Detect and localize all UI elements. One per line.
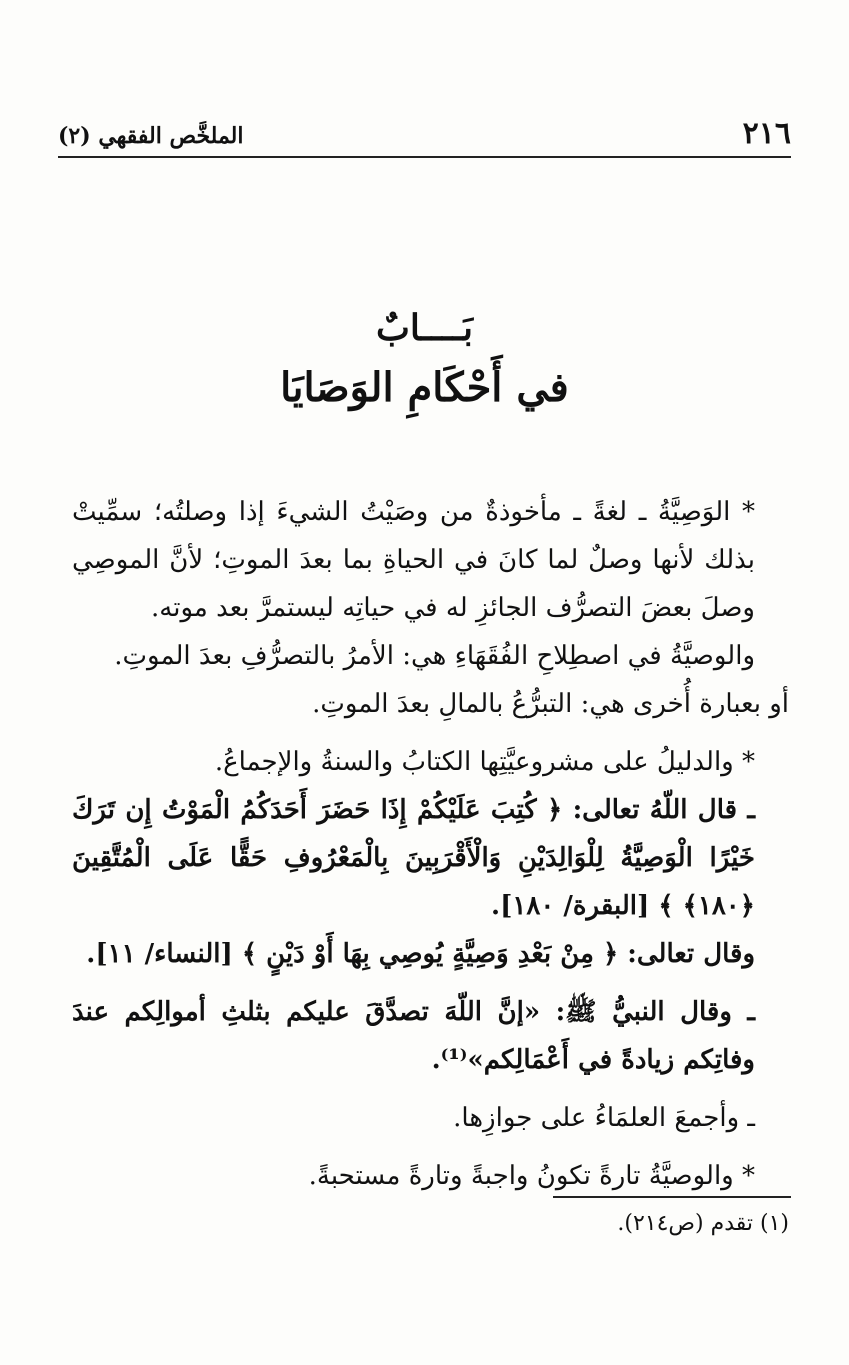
- running-title: الملخَّص الفقهي (٢): [58, 123, 244, 149]
- chapter-heading: [0, 300, 849, 420]
- paragraph-consensus: ـ وأجمعَ العلمَاءُ على جوازِها.: [453, 1103, 755, 1133]
- footnote: (١) تقدم (ص٢١٤).: [617, 1211, 789, 1236]
- paragraph-ruling-types: * والوصيَّةُ تارةً تكونُ واجبةً وتارةً مستحبةً.: [308, 1161, 755, 1191]
- paragraph-definition-language: * الوَصِيَّةُ ـ لغةً ـ مأخوذةٌ من وصَيْتُ الشيءَ إذا وصلتُه؛ سمِّيتْ بذلك لأنها وصلٌ لما كانَ في الحياةِ بما بعدَ الموتِ؛ لأنَّ الموصِي وصلَ بعضَ التصرُّف الجائزِ له في حياتِه ليستمرَّ بعد موته.: [72, 497, 755, 623]
- paragraph-quran-baqara: ـ قال اللّهُ تعالى: ﴿ كُتِبَ عَلَيْكُمْ إِذَا حَضَرَ أَحَدَكُمُ الْمَوْتُ إِن تَرَكَ خَيْرًا الْوَصِيَّةُ لِلْوَالِدَيْنِ وَالْأَقْرَبِينَ بِالْمَعْرُوفِ حَقًّا عَلَى الْمُتَّقِينَ ﴿١٨٠﴾ ﴾ [البقرة/ ١٨٠].: [72, 795, 755, 921]
- paragraph-hadith: ـ وقال النبيُّ ﷺ: «إنَّ اللّهَ تصدَّقَ عليكم بثلثِ أموالِكم عندَ وفاتِكم زيادةً في أَعْمَالِكم»⁽¹⁾.: [72, 997, 755, 1075]
- chapter-label: بَــــابٌ: [375, 307, 474, 349]
- paragraph-evidence: * والدليلُ على مشروعيَّتِها الكتابُ والسنةُ والإجماعُ.: [214, 747, 755, 777]
- body-text: [72, 488, 789, 1200]
- paragraph-quran-nisa: وقال تعالى: ﴿ مِنْ بَعْدِ وَصِيَّةٍ يُوصِي بِهَا أَوْ دَيْنٍ ﴾ [النساء/ ١١].: [86, 939, 755, 969]
- page-number: ٢١٦: [742, 116, 791, 151]
- paragraph-definition-jurists: والوصيَّةُ في اصطِلاحِ الفُقَهَاءِ هي: الأمرُ بالتصرُّفِ بعدَ الموتِ.: [114, 641, 755, 671]
- header-rule: [58, 156, 791, 158]
- paragraph-alternative-definition: أو بعبارة أُخرى هي: التبرُّعُ بالمالِ بعدَ الموتِ.: [312, 689, 789, 719]
- footnote-rule: [553, 1196, 791, 1198]
- chapter-title: في أَحْكَامِ الوَصَايَا: [280, 364, 569, 411]
- page-header: [58, 116, 791, 156]
